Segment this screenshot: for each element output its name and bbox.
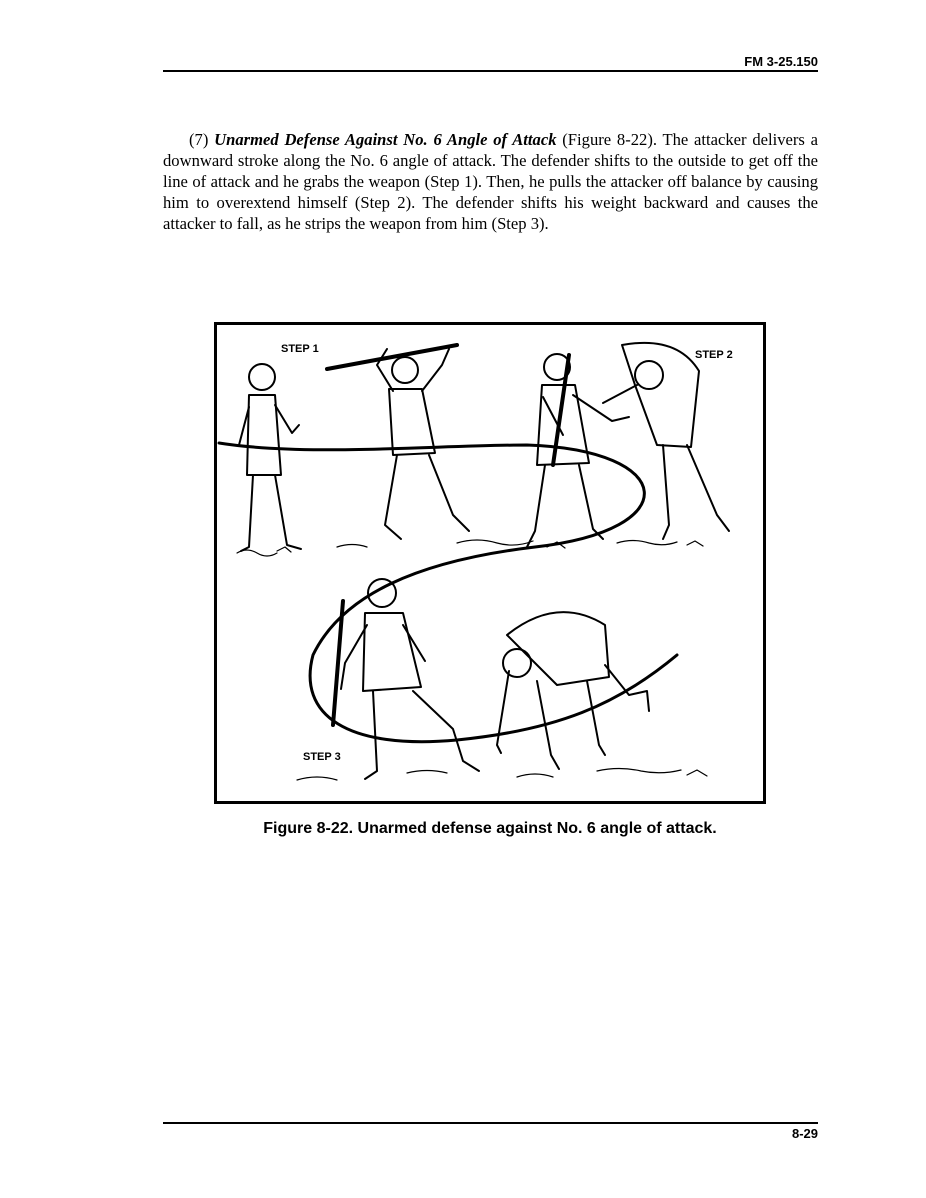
page-number: 8-29	[791, 1126, 818, 1141]
figure-caption: Figure 8-22. Unarmed defense against No. 6 angle of attack.	[263, 820, 717, 837]
header-rule	[163, 70, 818, 72]
figure-drawing	[217, 325, 763, 801]
paragraph-lead: Unarmed Defense Against No. 6 Angle of Attack	[214, 129, 557, 149]
attack-path-line	[219, 443, 677, 742]
document-code: FM 3-25.150	[744, 54, 818, 69]
step1-defender-figure	[239, 364, 301, 551]
step3-defender-figure	[333, 579, 479, 779]
figure-illustration	[214, 322, 766, 804]
body-paragraph	[163, 129, 818, 234]
paragraph-number: (7)	[189, 129, 209, 149]
paragraph-text: (Figure 8-22). The attacker delivers a downward stroke along the No. 6 angle of attack. The defender shifts to the outside to get off the line of attack and he grabs the weapon (Step 1). Then, he pulls the attacker off balance by causing him to overextend himself (Step 2). The defender shifts his weight backward and causes the attacker to fall, as he strips the weapon from him (Step 3).	[163, 129, 818, 233]
step1-label: STEP 1	[281, 343, 319, 355]
step2-attacker-figure	[603, 343, 729, 539]
step3-label: STEP 3	[303, 751, 341, 763]
footer-rule	[163, 1122, 818, 1124]
step2-label: STEP 2	[695, 349, 733, 361]
step3-attacker-figure	[497, 612, 649, 769]
step1-attacker-figure	[327, 345, 469, 539]
ground-marks	[237, 540, 707, 780]
